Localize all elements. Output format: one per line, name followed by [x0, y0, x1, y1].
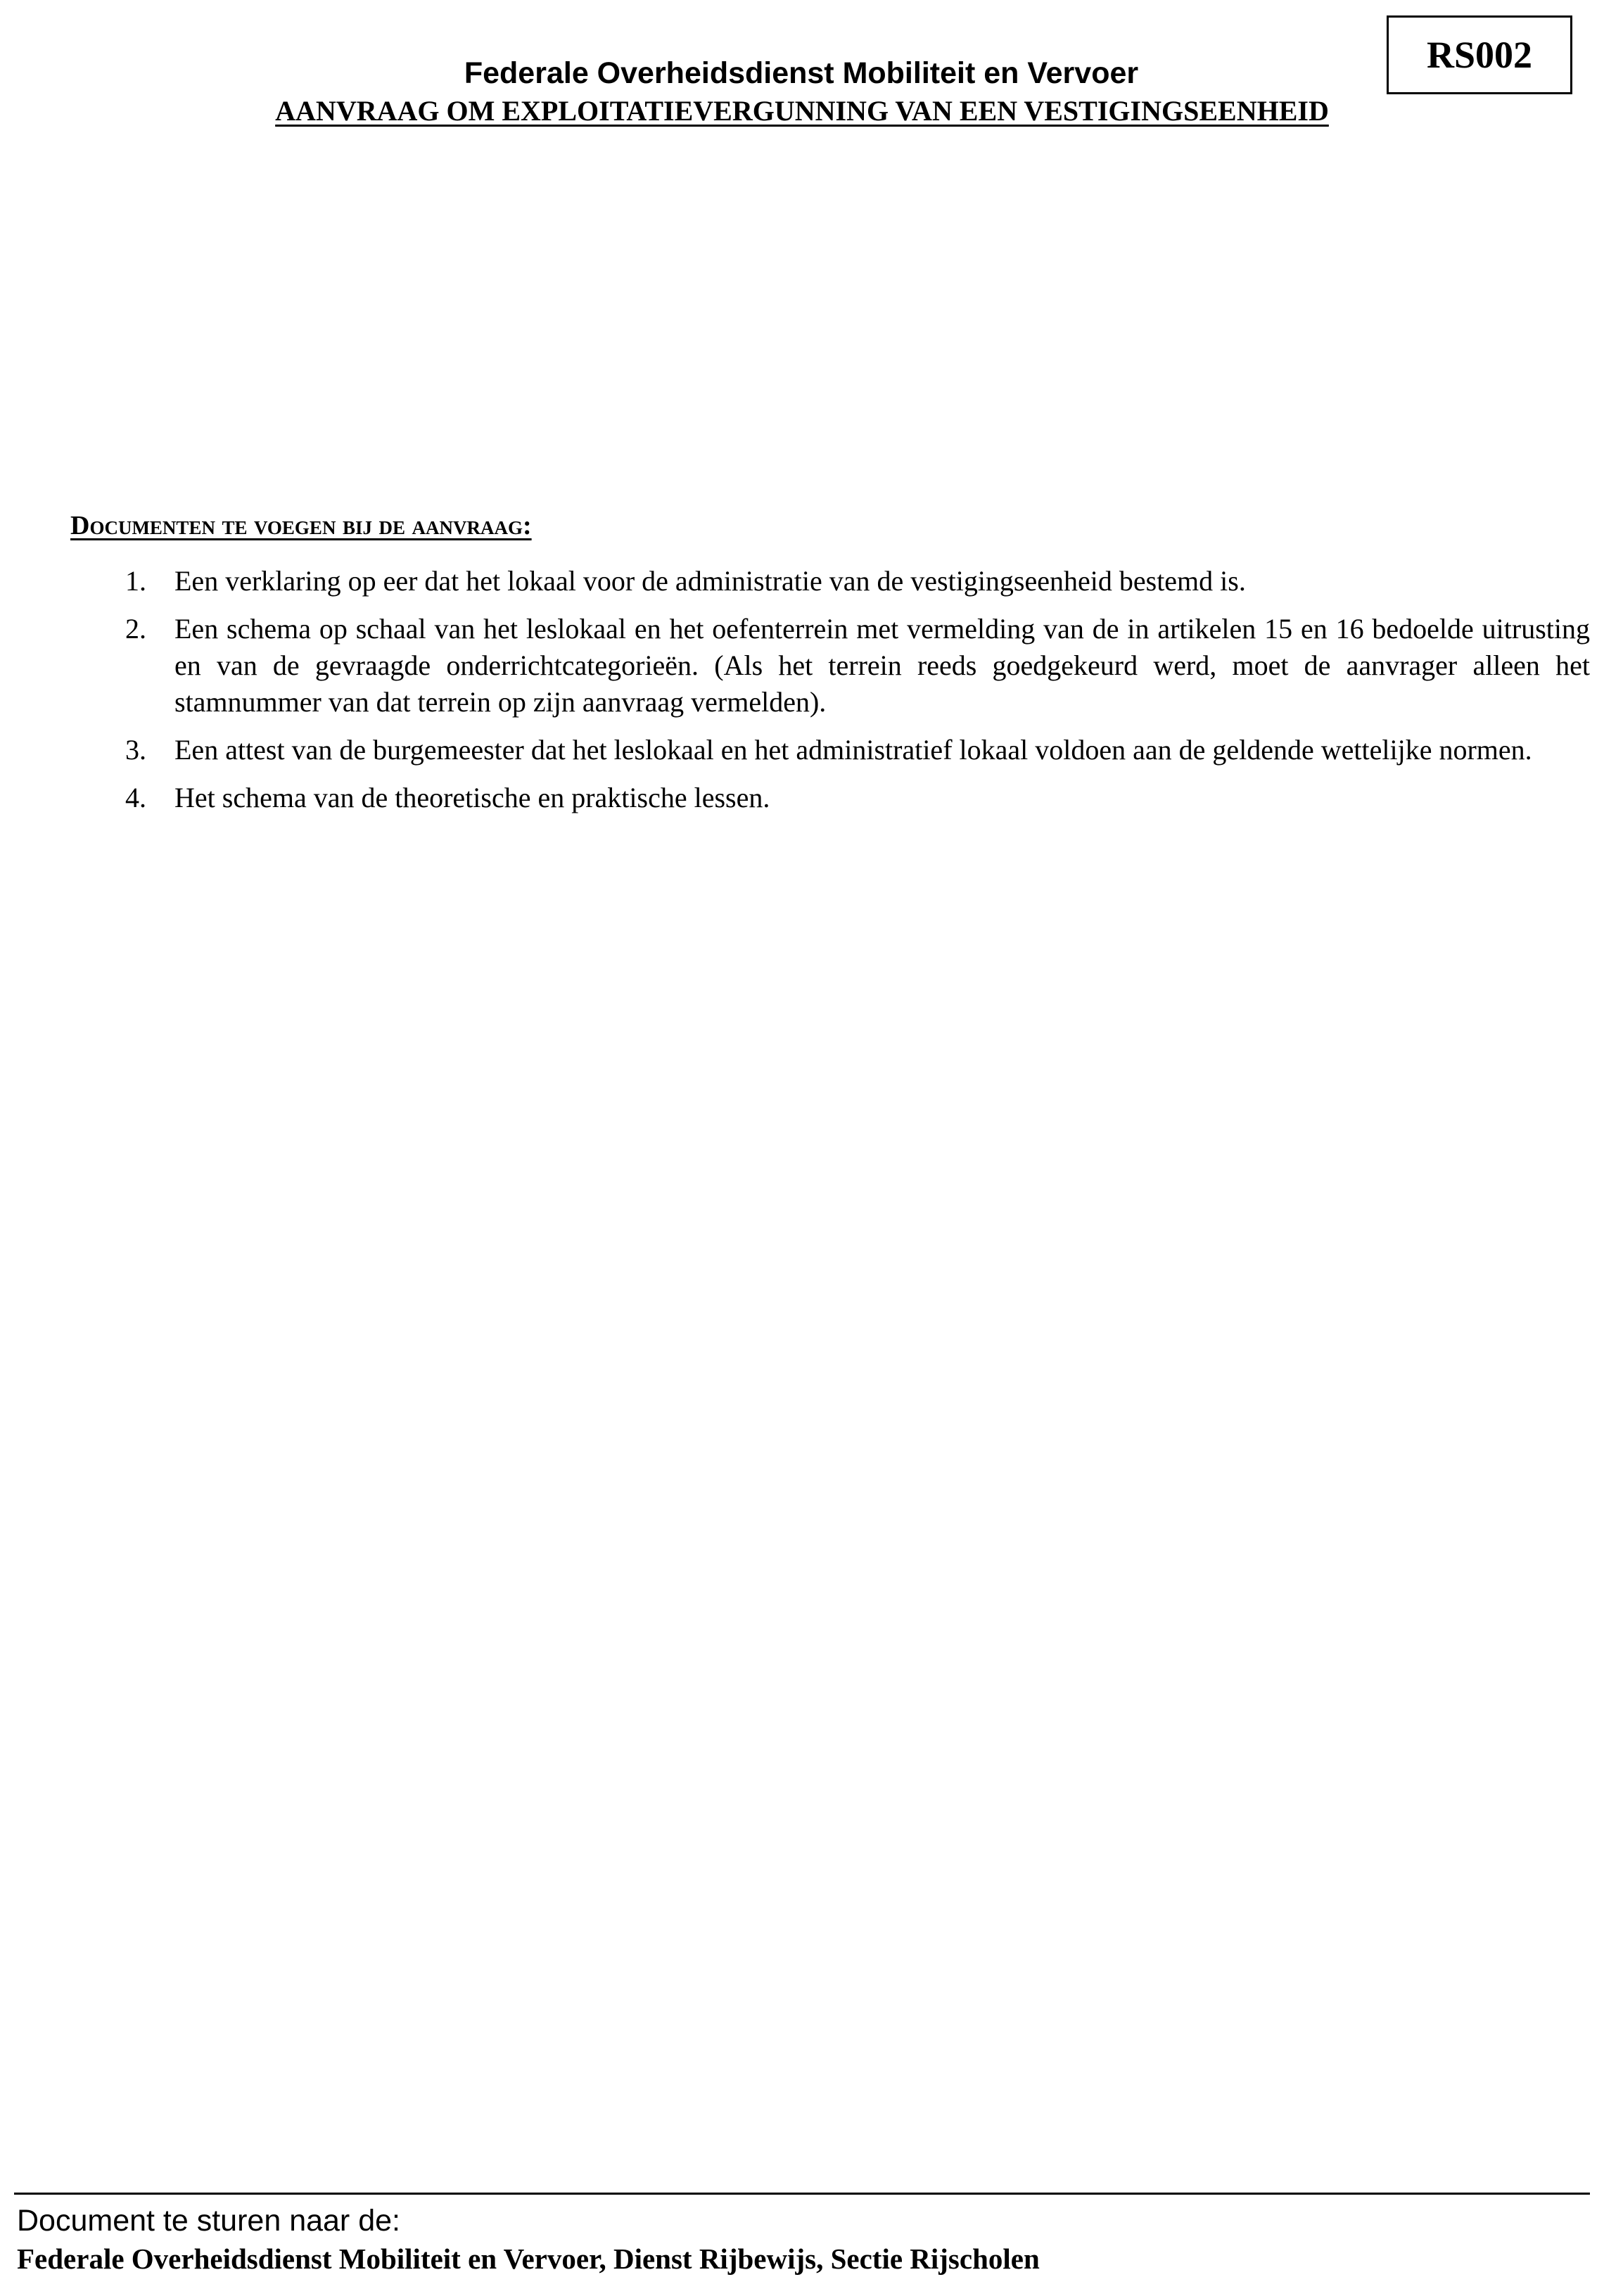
footer-address: Federale Overheidsdienst Mobiliteit en Vervoer, Dienst Rijbewijs, Sectie Rijscholen [17, 2243, 1040, 2275]
list-item [0, 563, 1604, 600]
form-code: RS002 [1426, 34, 1533, 76]
list-item [0, 780, 1604, 816]
documents-heading: Documenten te voegen bij de aanvraag: [70, 511, 532, 540]
list-item-number: 4. [125, 782, 146, 813]
list-item-text: Een schema op schaal van het leslokaal en het oefenterrein met vermelding van de in artikelen 15 en 16 bedoelde uitrusting en van de gevraagde onderrichtcategorieën. (Als het terrein reeds goedgekeurd werd, moet de aanvrager alleen het stamnummer van dat terrein op zijn aanvraag vermelden). [174, 613, 1590, 718]
list-item-text: Het schema van de theoretische en praktische lessen. [174, 782, 770, 813]
documents-list [0, 563, 1604, 827]
list-item-number: 2. [125, 613, 146, 645]
list-item [0, 732, 1604, 768]
footer-divider [14, 2193, 1590, 2195]
agency-name [0, 55, 1604, 91]
document-title-text: AANVRAAG OM EXPLOITATIEVERGUNNING VAN EEN VESTIGINGSEENHEID [275, 95, 1329, 127]
list-item-text: Een verklaring op eer dat het lokaal voor de administratie van de vestigingseenheid bestemd is. [174, 565, 1246, 597]
list-item-number: 1. [125, 565, 146, 597]
footer-label: Document te sturen naar de: [17, 2204, 400, 2238]
list-item-number: 3. [125, 734, 146, 766]
list-item [0, 611, 1604, 721]
document-title [0, 94, 1604, 128]
list-item-text: Een attest van de burgemeester dat het leslokaal en het administratief lokaal voldoen aan de geldende wettelijke normen. [174, 734, 1532, 766]
agency-name-text: Federale Overheidsdienst Mobiliteit en Vervoer [464, 56, 1139, 90]
